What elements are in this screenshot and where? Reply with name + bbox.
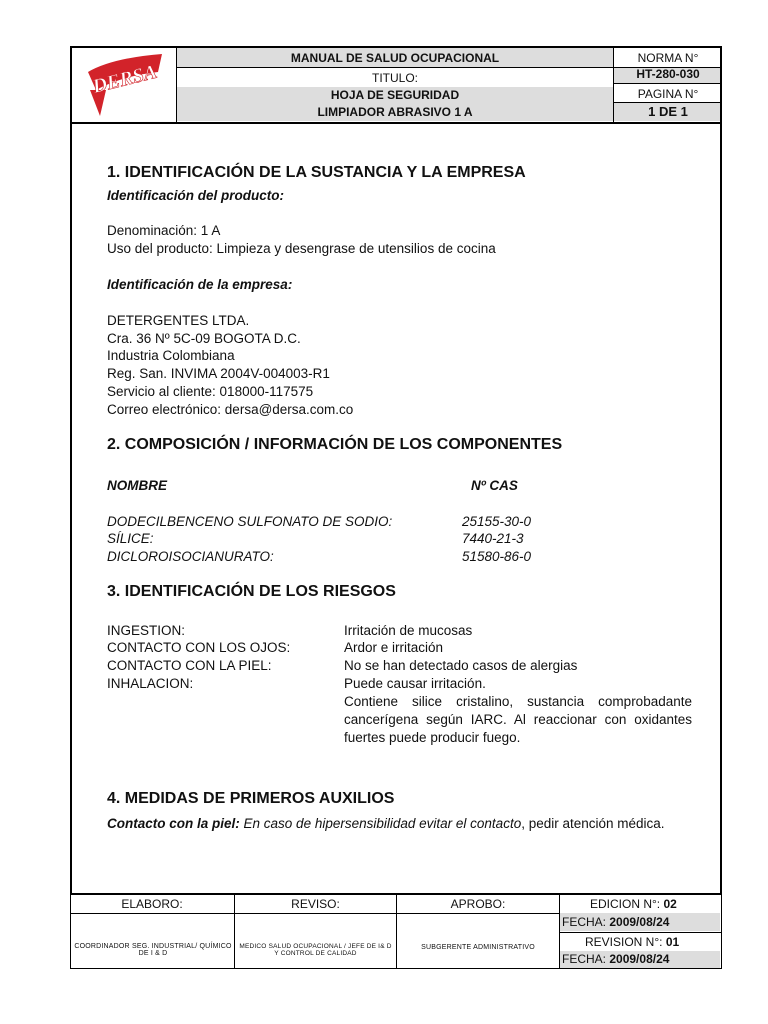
norma-value: HT-280-030 [636, 67, 700, 81]
component-name: DICLOROISOCIANURATO: [107, 549, 274, 564]
risk-extra-note: Contiene silice cristalino, sustancia comprobadante cancerígena según IARC. Al reaccionar con oxidantes fuertes puede producir fuego. [344, 694, 692, 745]
fecha-label: FECHA: [562, 915, 607, 929]
section2-title: 2. COMPOSICIÓN / INFORMACIÓN DE LOS COMPONENTES [107, 436, 563, 453]
component-name: SÍLICE: [107, 531, 154, 546]
uso-producto: Uso del producto: Limpieza y desengrase de utensilios de cocina [107, 241, 496, 256]
svg-text:DERSA: DERSA [90, 60, 160, 98]
fecha-revision [562, 952, 669, 966]
component-cas: 25155-30-0 [462, 514, 532, 529]
reviso-label: REVISO: [291, 897, 340, 911]
first-aid-skin-label: Contacto con la piel: [107, 816, 240, 831]
company-line: Industria Colombiana [107, 348, 235, 363]
revision-value: 01 [665, 935, 680, 949]
doc-title-line1: HOJA DE SEGURIDAD [330, 88, 460, 102]
col-cas: Nº CAS [471, 478, 518, 493]
elaboro-role: COORDINADOR SEG. INDUSTRIAL/ QUÍMICO DE I & D [74, 943, 232, 957]
company-line: DETERGENTES LTDA. [107, 313, 250, 328]
dersa-logo [82, 50, 168, 118]
risk-label: INHALACION: [107, 676, 194, 691]
company-id-label: Identificación de la empresa: [107, 277, 293, 292]
edicion-value: 02 [663, 897, 677, 911]
section1-title: 1. IDENTIFICACIÓN DE LA SUSTANCIA Y LA EMPRESA [107, 164, 526, 181]
first-aid-skin-rest: , pedir atención médica. [521, 816, 665, 831]
risk-label: INGESTION: [107, 623, 186, 638]
product-id-label: Identificación del producto: [107, 188, 285, 203]
titulo-label: TITULO: [371, 71, 418, 85]
norma-label: NORMA N° [637, 51, 699, 65]
edicion [590, 897, 677, 911]
risk-value: Irritación de mucosas [344, 623, 473, 638]
edicion-label: EDICION N°: [590, 897, 661, 911]
pagina-value: 1 DE 1 [648, 104, 688, 119]
pagina-label: PAGINA N° [637, 87, 699, 101]
reviso-role: MEDICO SALUD OCUPACIONAL / JEFE DE I& D Y CONTROL DE CALIDAD [239, 943, 392, 957]
fecha-edicion [562, 915, 669, 929]
risk-value: Ardor e irritación [344, 640, 444, 655]
revision [585, 935, 679, 949]
company-line: Correo electrónico: dersa@dersa.com.co [107, 402, 354, 417]
risk-label: CONTACTO CON LOS OJOS: [107, 640, 291, 655]
col-nombre: NOMBRE [107, 478, 167, 493]
doc-title-line2: LIMPIADOR ABRASIVO 1 A [317, 105, 473, 119]
fecha-value: 2009/08/24 [609, 915, 670, 929]
first-aid-skin-text: En caso de hipersensibilidad evitar el contacto [243, 816, 522, 831]
section3-title: 3. IDENTIFICACIÓN DE LOS RIESGOS [107, 583, 396, 600]
aprobo-role: SUBGERENTE ADMINISTRATIVO [421, 944, 535, 951]
section4-title: 4. MEDIDAS DE PRIMEROS AUXILIOS [107, 790, 395, 807]
aprobo-label: APROBO: [450, 897, 506, 911]
elaboro-label: ELABORO: [121, 897, 183, 911]
company-line: Reg. San. INVIMA 2004V-004003-R1 [107, 366, 330, 381]
component-cas: 51580-86-0 [462, 549, 532, 564]
denominacion: Denominación: 1 A [107, 223, 221, 238]
risk-label: CONTACTO CON LA PIEL: [107, 658, 272, 673]
risk-value: No se han detectado casos de alergias [344, 658, 578, 673]
first-aid-skin [107, 815, 697, 833]
fecha-label: FECHA: [562, 952, 607, 966]
risk-value: Puede causar irritación. [344, 676, 486, 691]
fecha-value: 2009/08/24 [609, 952, 670, 966]
revision-label: REVISION N°: [585, 935, 663, 949]
company-line: Servicio al cliente: 018000-117575 [107, 384, 314, 399]
component-cas: 7440-21-3 [462, 531, 524, 546]
component-name: DODECILBENCENO SULFONATO DE SODIO: [107, 514, 393, 529]
manual-title: MANUAL DE SALUD OCUPACIONAL [290, 51, 500, 65]
company-line: Cra. 36 Nº 5C-09 BOGOTA D.C. [107, 331, 301, 346]
